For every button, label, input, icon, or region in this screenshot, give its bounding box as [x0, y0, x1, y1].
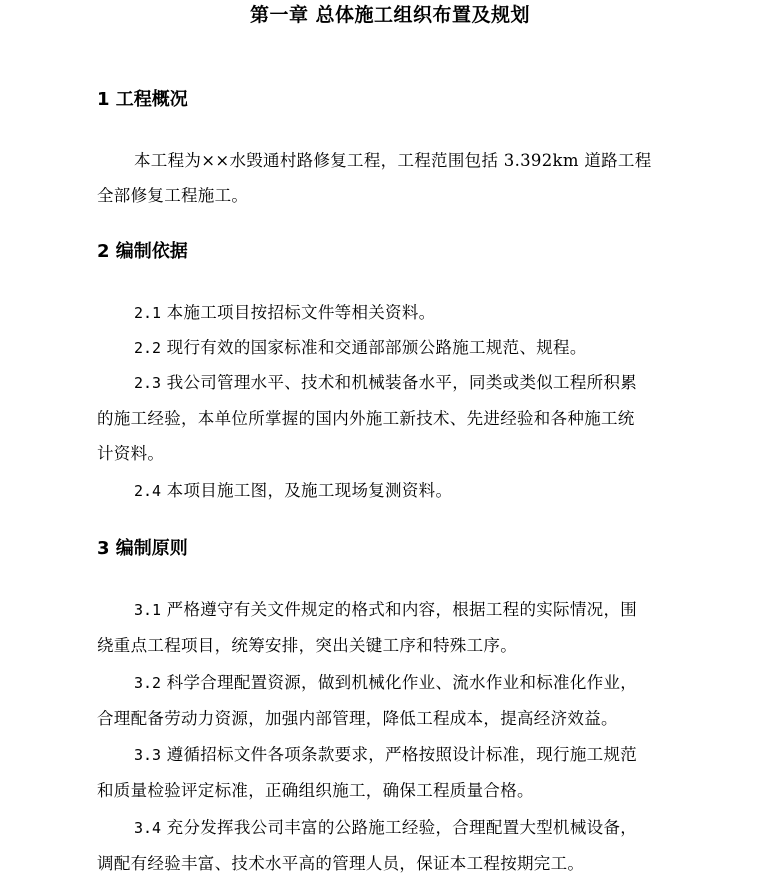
paragraph-3-3 [97, 737, 697, 808]
item-number: 2.3 [134, 374, 162, 392]
paragraph-line: 本工程为××水毁通村路修复工程，工程范围包括 3.392km 道路工程 [134, 151, 652, 170]
item-text: 遵循招标文件各项条款要求，严格按照设计标准，现行施工规范 [166, 745, 638, 764]
item-number: 2.1 [134, 304, 162, 322]
paragraph-line [97, 592, 697, 628]
item-number: 3.2 [134, 674, 162, 692]
paragraph-line [97, 295, 697, 331]
section-heading-1: 1 工程概况 [97, 89, 188, 110]
paragraph-3-2 [97, 665, 697, 736]
paragraph-line [97, 365, 697, 401]
section-heading-2: 2 编制依据 [97, 241, 188, 262]
paragraph-3-4 [97, 810, 697, 881]
paragraph-line [97, 810, 697, 846]
chapter-title: 第一章 总体施工组织布置及规划 [249, 4, 531, 26]
paragraph-2-2 [97, 330, 697, 366]
item-number: 3.1 [134, 601, 162, 619]
item-text: 充分发挥我公司丰富的公路施工经验，合理配置大型机械设备， [166, 818, 638, 837]
paragraph-2-1 [97, 295, 697, 331]
item-text: 本项目施工图，及施工现场复测资料。 [166, 481, 453, 500]
paragraph-line: 的施工经验，本单位所掌握的国内外施工新技术、先进经验和各种施工统 [97, 409, 635, 428]
paragraph-line [97, 737, 697, 773]
paragraph-line [97, 330, 697, 366]
item-text: 现行有效的国家标准和交通部部颁公路施工规范、规程。 [166, 338, 587, 357]
item-number: 2.2 [134, 339, 162, 357]
paragraph-line: 绕重点工程项目，统筹安排，突出关键工序和特殊工序。 [97, 636, 517, 655]
paragraph-line: 计资料。 [97, 444, 165, 463]
paragraph-3-1 [97, 592, 697, 663]
item-text: 严格遵守有关文件规定的格式和内容，根据工程的实际情况，围 [166, 600, 638, 619]
paragraph-2-4 [97, 473, 697, 509]
paragraph-2-3 [97, 365, 697, 471]
item-number: 3.4 [134, 819, 162, 837]
paragraph-1-intro [97, 143, 697, 213]
paragraph-line: 和质量检验评定标准，正确组织施工，确保工程质量合格。 [97, 781, 534, 800]
item-text: 科学合理配置资源，做到机械化作业、流水作业和标准化作业， [166, 673, 638, 692]
paragraph-line: 全部修复工程施工。 [97, 186, 249, 205]
paragraph-line: 合理配备劳动力资源，加强内部管理，降低工程成本，提高经济效益。 [97, 709, 618, 728]
item-number: 3.3 [134, 746, 162, 764]
paragraph-line: 调配有经验丰富、技术水平高的管理人员，保证本工程按期完工。 [97, 854, 585, 873]
paragraph-line [97, 473, 697, 509]
item-text: 本施工项目按招标文件等相关资料。 [166, 303, 436, 322]
item-number: 2.4 [134, 482, 162, 500]
paragraph-line [97, 665, 697, 701]
item-text: 我公司管理水平、技术和机械装备水平，同类或类似工程所积累 [166, 373, 638, 392]
section-heading-3: 3 编制原则 [97, 538, 188, 559]
